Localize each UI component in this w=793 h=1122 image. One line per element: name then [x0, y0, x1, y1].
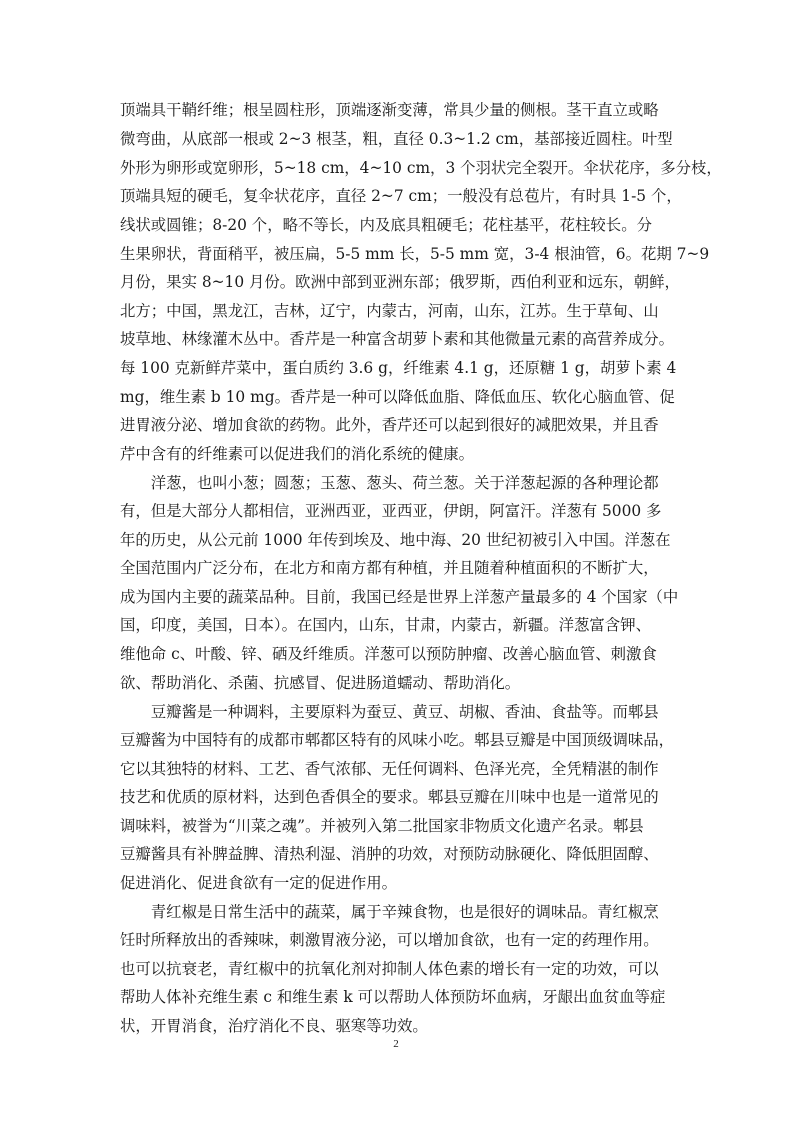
text-line: 顶端具短的硬毛，复伞状花序，直径 2~7 cm；一般没有总苞片，有时具 1-5 个，: [120, 187, 682, 205]
text-line: 进胃液分泌、增加食欲的药物。此外，香芹还可以起到很好的减肥效果，并且香: [120, 416, 659, 434]
text-line: 维他命 c、叶酸、锌、硒及纤维质。洋葱可以预防肿瘤、改善心脑血管、刺激食: [120, 645, 657, 663]
text-line: 微弯曲，从底部一根或 2~3 根茎，粗，直径 0.3~1.2 cm，基部接近圆柱。叶型: [120, 130, 673, 148]
text-line: 国，印度，美国，日本）。在国内，山东，甘肃，内蒙古，新疆。洋葱富含钾、: [120, 616, 651, 634]
text-line: mg，维生素 b 10 mg。香芹是一种可以降低血脂、降低血压、软化心脑血管、促: [120, 388, 675, 406]
text-line: 豆瓣酱为中国特有的成都市郫都区特有的风味小吃。郫县豆瓣是中国顶级调味品，: [120, 731, 675, 749]
text-line: 外形为卵形或宽卵形，5~18 cm，4~10 cm，3 个羽状完全裂开。伞状花序，多分枝，: [120, 159, 722, 177]
text-line: 线状或圆锥；8-20 个，略不等长，内及底具粗硬毛；花柱基平，花柱较长。分: [120, 216, 652, 234]
text-line: 饪时所释放出的香辣味，刺激胃液分泌，可以增加食欲，也有一定的药理作用。: [120, 931, 659, 949]
text-line: 成为国内主要的蔬菜品种。目前，我国已经是世界上洋葱产量最多的 4 个国家（中: [120, 588, 679, 606]
text-line: 豆瓣酱具有补脾益脾、清热利湿、消肿的功效，对预防动脉硬化、降低胆固醇、: [120, 845, 659, 863]
text-line: 也可以抗衰老，青红椒中的抗氧化剂对抑制人体色素的增长有一定的功效，可以: [120, 960, 659, 978]
text-line: 促进消化、促进食欲有一定的促进作用。: [120, 874, 398, 892]
text-line: 北方；中国，黑龙江，吉林，辽宁，内蒙古，河南，山东，江苏。生于草甸、山: [120, 302, 659, 320]
text-line: 顶端具干鞘纤维；根呈圆柱形，顶端逐渐变薄，常具少量的侧根。茎干直立或略: [120, 101, 659, 119]
text-line: 欲、帮助消化、杀菌、抗感冒、促进肠道蠕动、帮助消化。: [120, 674, 521, 692]
text-line: 青红椒是日常生活中的蔬菜，属于辛辣食物，也是很好的调味品。青红椒烹: [120, 903, 659, 921]
text-line: 年的历史，从公元前 1000 年传到埃及、地中海、20 世纪初被引入中国。洋葱在: [120, 531, 671, 549]
text-line: 坡草地、林缘灌木丛中。香芹是一种富含胡萝卜素和其他微量元素的高营养成分。: [120, 330, 675, 348]
page-number: 2: [393, 1038, 399, 1050]
text-line: 帮助人体补充维生素 c 和维生素 k 可以帮助人体预防坏血病，牙龈出血贫血等症: [120, 988, 666, 1006]
text-line: 洋葱，也叫小葱；圆葱；玉葱、葱头、荷兰葱。关于洋葱起源的各种理论都: [120, 474, 659, 492]
text-line: 每 100 克新鲜芹菜中，蛋白质约 3.6 g，纤维素 4.1 g，还原糖 1 g，胡萝卜素 4: [120, 359, 677, 377]
text-line: 状，开胃消食，治疗消化不良、驱寒等功效。: [120, 1017, 428, 1035]
text-line: 生果卵状，背面稍平，被压扁，5-5 mm 长，5-5 mm 宽，3-4 根油管，6。花期 7~9: [120, 245, 710, 263]
text-line: 技艺和优质的原材料，达到色香俱全的要求。郫县豆瓣在川味中也是一道常见的: [120, 788, 659, 806]
text-line: 豆瓣酱是一种调料，主要原料为蚕豆、黄豆、胡椒、香油、食盐等。而郫县: [120, 703, 659, 721]
text-line: 芹中含有的纤维素可以促进我们的消化系统的健康。: [120, 445, 474, 463]
text-line: 调味料，被誉为“川菜之魂”。并被列入第二批国家非物质文化遗产名录。郫县: [120, 817, 644, 835]
text-line: 月份，果实 8~10 月份。欧洲中部到亚洲东部；俄罗斯，西伯利亚和远东，朝鲜，: [120, 273, 680, 291]
text-line: 它以其独特的材料、工艺、香气浓郁、无任何调料、色泽光亮，全凭精湛的制作: [120, 760, 659, 778]
text-line: 全国范围内广泛分布，在北方和南方都有种植，并且随着种植面积的不断扩大，: [120, 559, 659, 577]
text-line: 有，但是大部分人都相信，亚洲西亚，亚西亚，伊朗，阿富汗。洋葱有 5000 多: [120, 502, 662, 520]
